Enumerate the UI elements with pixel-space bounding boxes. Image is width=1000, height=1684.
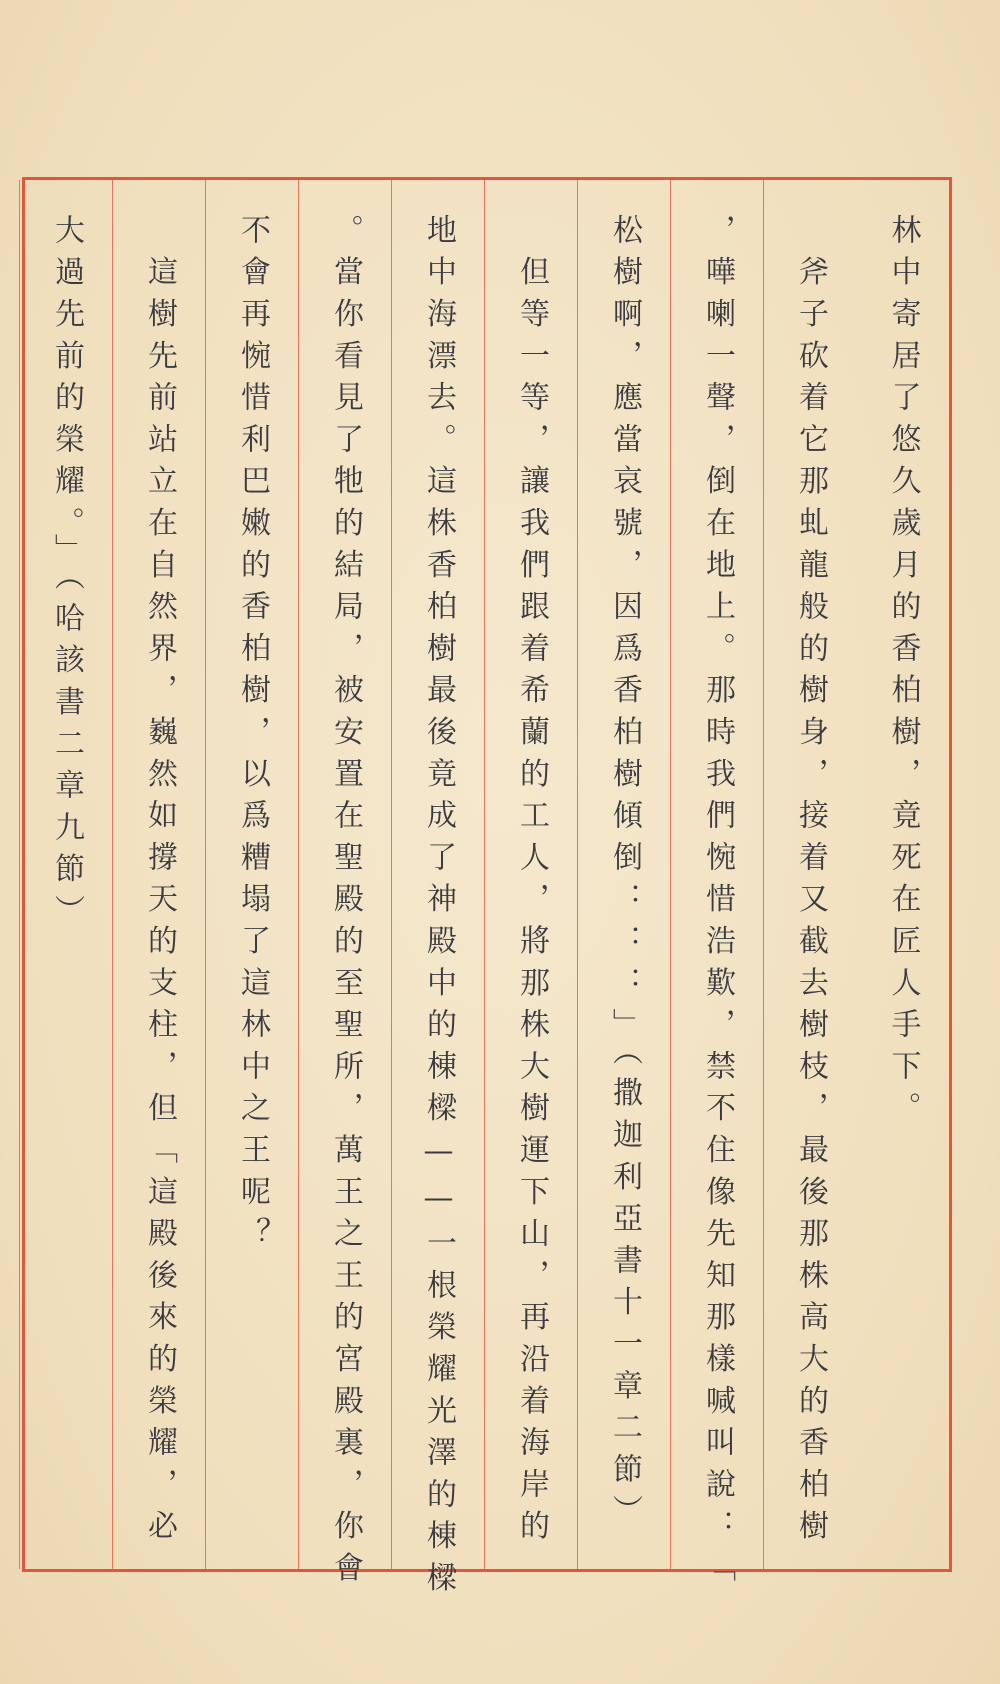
text-column <box>19 180 112 1569</box>
text-column <box>484 180 577 1569</box>
text-line: 斧子砍着它那虬龍般的樹身，接着又截去樹枝，最後那株高大的香柏樹 <box>793 214 828 1552</box>
text-column <box>856 180 949 1569</box>
text-column <box>298 180 391 1594</box>
text-line: 這樹先前站立在自然界，巍然如撐天的支柱，但「這殿後來的榮耀，必 <box>142 214 177 1552</box>
text-line: 但等一等，讓我們跟着希蘭的工人，將那株大樹運下山，再沿着海岸的 <box>514 214 549 1552</box>
text-line: 地中海漂去。這株香柏樹最後竟成了神殿中的棟樑——一根榮耀光澤的棟樑 <box>421 214 456 1604</box>
text-column <box>391 180 484 1604</box>
text-line: 大過先前的榮耀。」（哈該書二章九節） <box>49 214 84 937</box>
text-column <box>112 180 205 1569</box>
text-column <box>205 180 298 1569</box>
text-column <box>763 180 856 1569</box>
red-text-frame <box>22 177 952 1604</box>
text-column <box>577 180 670 1569</box>
text-line: ，嘩喇一聲，倒在地上。那時我們惋惜浩歎，禁不住像先知那樣喊叫說：「 <box>700 214 735 1594</box>
text-column <box>670 180 763 1594</box>
text-line: 林中寄居了悠久歲月的香柏樹，竟死在匠人手下。 <box>885 214 921 1134</box>
text-line: 。當你看見了牠的結局，被安置在聖殿的至聖所，萬王之王的宮殿裏，你會 <box>328 214 363 1594</box>
text-line: 不會再惋惜利巴嫩的香柏樹，以爲糟塌了這林中之王呢？ <box>235 214 270 1259</box>
text-line: 松樹啊，應當哀號，因爲香柏樹傾倒：：：」（撒迦利亞書十一章二節） <box>607 214 642 1537</box>
